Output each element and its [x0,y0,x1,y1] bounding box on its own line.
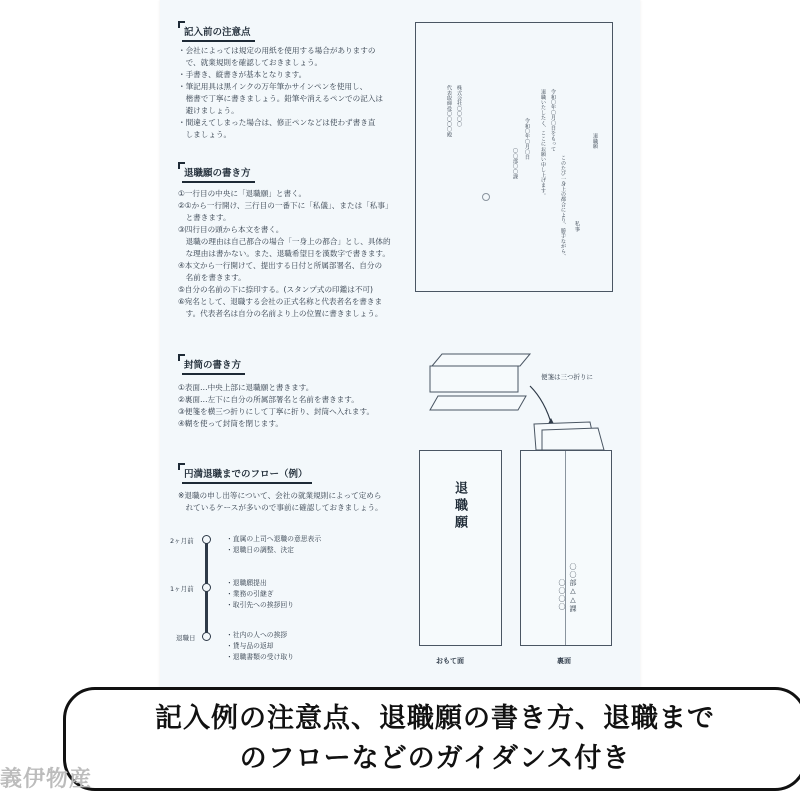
list-item: ・手書き、縦書きが基本となります。 [178,70,307,79]
watermark: 義伊物産 [0,767,93,792]
notes-list [178,45,383,141]
list-item: 退職の理由は自己都合の場合「一身上の都合」とし、具体的 [178,237,391,246]
list-item: ・貸与品の返却 [226,642,274,650]
notes-title: 記入前の注意点 [182,24,255,42]
list-item: ・会社によっては規定の用紙を使用する場合がありますの [178,46,376,55]
list-item: ※退職の申し出等について、会社の就業規則によって定めら [178,491,382,500]
envelope-front [419,450,502,646]
list-item: ・退職日の調整、決定 [226,546,294,554]
timeline-node [202,535,211,544]
letter-rep: 代表取締役〇〇〇〇殿 [446,85,452,137]
list-item: す。代表者名は自分の名前より上の位置に書きましょう。 [178,309,383,318]
timeline-node [202,632,211,641]
howto-list [178,188,393,320]
envelope-front-caption: おもて面 [436,657,464,665]
list-item: ・退職願提出 [226,579,267,587]
flow-title: 円満退職までのフロー（例） [182,466,312,484]
list-item: な理由は書かない。また、退職希望日を漢数字で書きます。 [178,249,391,258]
list-item: ・業務の引継ぎ [226,590,274,598]
list-item: 楷書で丁寧に書きましょう。鉛筆や消えるペンでの記入は [178,94,384,103]
list-item: ①一行目の中央に「退職願」と書く。 [178,189,307,198]
list-item: と書きます。 [178,213,231,222]
list-item: ⑤自分の名前の下に捺印する。(スタンプ式の印鑑は不可) [178,285,373,294]
letter-date: 令和〇年〇月〇日 [524,118,530,160]
caption-line: のフローなどのガイダンス付き [239,743,631,774]
envelope-back-name: 〇〇〇〇 [558,579,566,611]
timeline-step-label: 1ヶ月前 [170,585,194,593]
timeline-node [202,583,211,592]
list-item: ・退職書類の受け取り [226,653,294,661]
envelope-back-caption: 裏面 [557,657,571,665]
seal-mark [482,193,490,201]
fold-note: 便箋は三つ折りに [541,373,593,381]
envelope-title: 封筒の書き方 [182,357,245,375]
letter-watakushi: 私事 [574,221,580,232]
list-item: ・筆記用具は黒インクの万年筆かサインペンを使用し、 [178,82,368,91]
letter-sample [415,22,613,292]
list-item: れているケースが多いので事前に確認しておきましょう。 [178,503,383,512]
list-item: ・間違えてしまった場合は、修正ペンなどは使わず書き直 [178,118,376,127]
envelope-paper-illustration [520,418,614,452]
caption-box [63,687,800,791]
letter-body-line: 令和〇年〇月〇日をもって [550,89,556,152]
envelope-list [178,382,374,430]
letter-title: 退職願 [592,133,598,149]
letter-company: 株式会社〇〇〇〇 [456,85,462,127]
list-item: ・直属の上司へ退職の意思表示 [226,535,322,543]
list-item: ①表面…中央上部に退職願と書きます。 [178,383,314,392]
letter-body-line: 退職いたしたく、ここにお願い申し上げます。 [540,89,546,199]
list-item: ②①から一行開け、三行目の一番下に「私儀」、または「私事」 [178,201,393,210]
howto-title: 退職願の書き方 [182,165,255,183]
list-item: ④本文から一行開けて、提出する日付と所属部署名、自分の [178,261,383,270]
timeline-step-items [226,534,321,556]
flow-note [178,490,383,514]
list-item: ④糊を使って封筒を閉じます。 [178,419,283,428]
list-item: 避けましょう。 [178,106,239,115]
timeline-step-items [226,630,294,663]
letter-dept: 〇〇部〇〇課 [512,148,518,180]
list-item: ③四行目の頭から本文を書く。 [178,225,284,234]
list-item: で、就業規則を確認しておきましょう。 [178,58,323,67]
list-item: 名前を書きます。 [178,273,246,282]
timeline-step-label: 2ヶ月前 [170,537,194,545]
caption-line: 記入例の注意点、退職願の書き方、退職まで [155,703,715,734]
letter-body-line: このたび一身上の都合により、勝手ながら、 [560,155,566,259]
envelope-back-address: 〇〇部△△課 [569,563,577,613]
timeline-step-items [226,578,294,611]
list-item: ・社内の人への挨拶 [226,631,288,639]
list-item: ・取引先への挨拶回り [226,601,294,609]
list-item: ⑥宛名として、退職する会社の正式名称と代表者名を書きま [178,297,383,306]
timeline-step-label: 退職日 [176,634,196,642]
envelope-front-title: 退職願 [452,481,467,532]
envelope-back [520,450,612,646]
list-item: しましょう。 [178,130,232,139]
list-item: ②裏面…左下に自分の所属部署名と名前を書きます。 [178,395,359,404]
list-item: ③便箋を横三つ折りにして丁寧に折り、封筒へ入れます。 [178,407,375,416]
